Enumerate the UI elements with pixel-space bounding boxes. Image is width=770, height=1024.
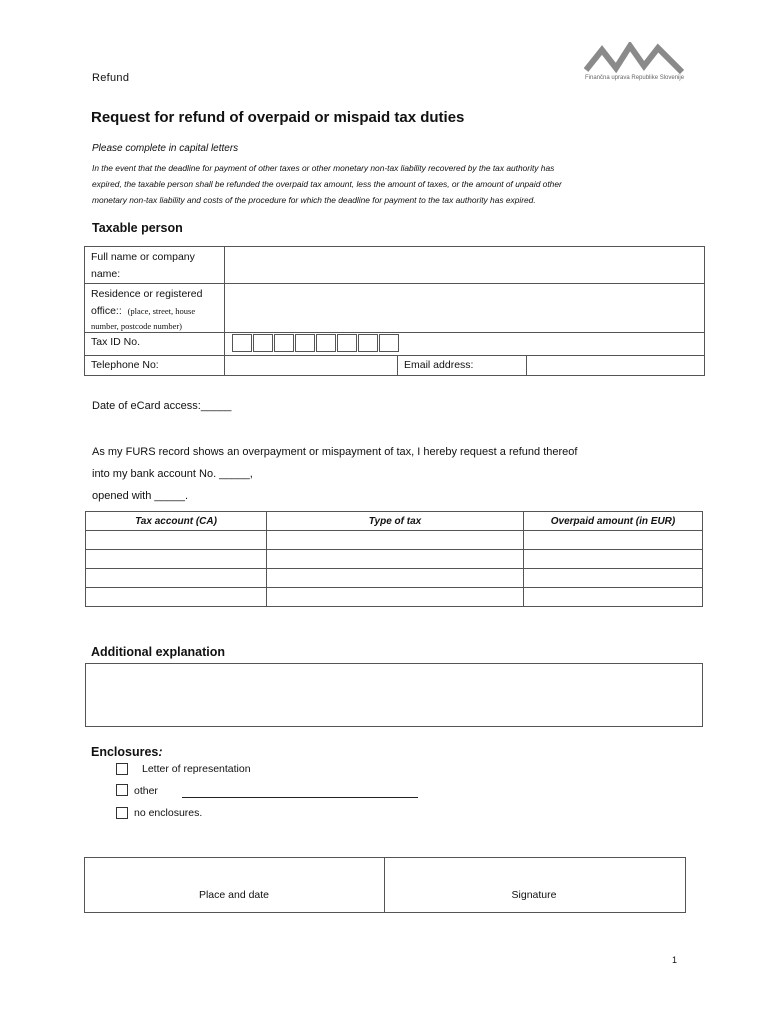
signature-label: Signature: [511, 889, 557, 901]
tax-id-digit-box[interactable]: [274, 334, 294, 352]
office-label: office::: [91, 305, 122, 317]
letter-of-representation-label: Letter of representation: [142, 763, 251, 775]
request-line-1: As my FURS record shows an overpayment or mispayment of tax, I hereby request a refund thereof: [92, 446, 578, 458]
tax-account-cell[interactable]: [86, 531, 267, 550]
overpaid-amount-cell[interactable]: [524, 569, 703, 588]
tax-id-digit-box[interactable]: [379, 334, 399, 352]
signature-block: [84, 857, 686, 913]
full-name-label: Full name or company: [91, 251, 195, 263]
col-header-tax-account: Tax account (CA): [86, 512, 267, 531]
place-and-date-label: Place and date: [198, 889, 270, 901]
additional-explanation-heading: Additional explanation: [91, 645, 226, 659]
residence-label-cell: [85, 284, 225, 333]
other-label: other: [134, 785, 158, 797]
enclosures-title: Enclosures: [91, 745, 159, 759]
other-input-line[interactable]: [182, 797, 418, 798]
office-hint: (place, street, house: [127, 306, 196, 316]
full-name-field[interactable]: [225, 247, 705, 284]
taxable-person-table: [84, 246, 705, 376]
telephone-field[interactable]: [225, 356, 398, 376]
request-line-3: opened with _____.: [92, 490, 189, 502]
deadline-note: [92, 160, 692, 208]
page-title: Request for refund of overpaid or mispaid tax duties: [91, 109, 465, 126]
table-row: [86, 569, 703, 588]
letter-of-representation-checkbox[interactable]: [116, 763, 128, 775]
overpaid-amount-cell[interactable]: [524, 550, 703, 569]
tax-account-cell[interactable]: [86, 588, 267, 607]
tax-account-cell[interactable]: [86, 569, 267, 588]
document-category: Refund: [92, 72, 130, 84]
note-line: expired, the taxable person shall be refunded the overpaid tax amount, less the amount of taxes, or the amount of unpaid other: [92, 179, 562, 189]
tax-id-field[interactable]: [225, 333, 705, 356]
taxable-person-heading: Taxable person: [92, 221, 183, 235]
ecard-access-text: Date of eCard access:_____: [92, 400, 232, 412]
tax-id-digit-box[interactable]: [337, 334, 357, 352]
additional-explanation-field[interactable]: [85, 663, 703, 727]
logo-text: Finančna uprava Republike Slovenije: [585, 75, 685, 81]
tax-id-digit-box[interactable]: [316, 334, 336, 352]
office-hint-cont: number, postcode number): [91, 321, 183, 331]
note-line: In the event that the deadline for payment of other taxes or other monetary non-tax liability recovered by the tax authority has: [92, 163, 555, 173]
office-label-line: [91, 303, 224, 320]
overpaid-amount-cell[interactable]: [524, 531, 703, 550]
residence-field[interactable]: [225, 284, 705, 333]
email-label: Email address:: [398, 356, 527, 376]
type-of-tax-cell[interactable]: [267, 531, 524, 550]
email-field[interactable]: [527, 356, 705, 376]
tax-id-digit-box[interactable]: [232, 334, 252, 352]
instruction-text: Please complete in capital letters: [92, 143, 239, 154]
type-of-tax-cell[interactable]: [267, 588, 524, 607]
signature-divider: [384, 857, 385, 912]
table-row: [86, 588, 703, 607]
no-enclosures-checkbox[interactable]: [116, 807, 128, 819]
overpaid-amount-cell[interactable]: [524, 588, 703, 607]
enclosures-heading: [91, 745, 163, 759]
full-name-label-cont: name:: [91, 268, 121, 280]
page-number: 1: [672, 955, 678, 965]
no-enclosures-label: no enclosures.: [134, 807, 203, 819]
col-header-type-of-tax: Type of tax: [267, 512, 524, 531]
type-of-tax-cell[interactable]: [267, 569, 524, 588]
other-checkbox[interactable]: [116, 784, 128, 796]
table-row: [86, 531, 703, 550]
tax-id-digit-box[interactable]: [358, 334, 378, 352]
tax-account-cell[interactable]: [86, 550, 267, 569]
type-of-tax-cell[interactable]: [267, 550, 524, 569]
col-header-overpaid-amount: Overpaid amount (in EUR): [524, 512, 703, 531]
enclosures-colon: :: [158, 745, 163, 759]
full-name-label-cell: [85, 247, 225, 284]
tax-id-label: Tax ID No.: [85, 333, 225, 356]
request-line-2: into my bank account No. _____,: [92, 468, 253, 480]
tax-id-digit-box[interactable]: [295, 334, 315, 352]
note-line: monetary non-tax liability and costs of the procedure for which the deadline for payment to the tax authority has expired.: [92, 195, 536, 205]
telephone-label: Telephone No:: [85, 356, 225, 376]
table-row: [86, 550, 703, 569]
residence-label: Residence or registered: [91, 288, 203, 300]
tax-accounts-table: [85, 511, 703, 607]
tax-id-digit-box[interactable]: [253, 334, 273, 352]
